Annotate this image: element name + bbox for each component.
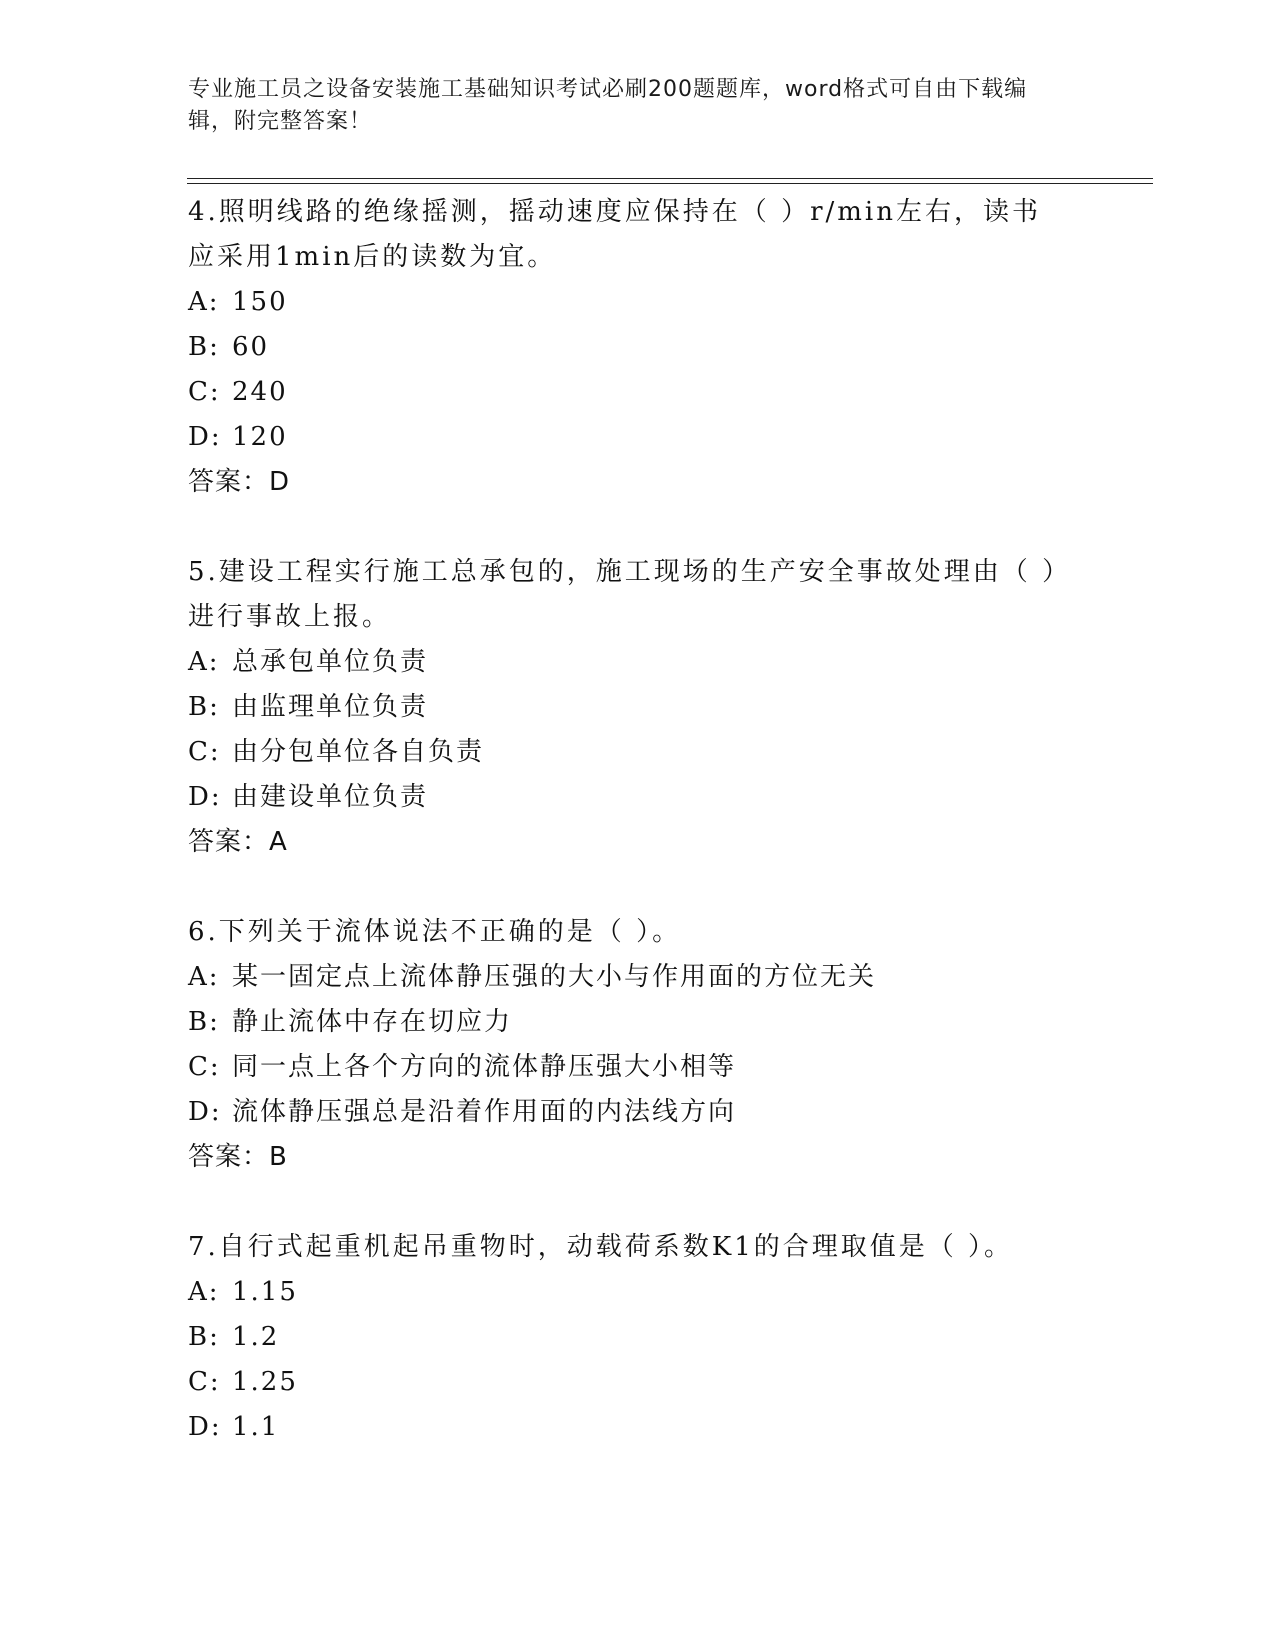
option-text: 由建设单位负责 xyxy=(232,782,429,812)
option-c xyxy=(188,1360,1068,1405)
option-text: 静止流体中存在切应力 xyxy=(232,1007,513,1037)
answer: 答案：D xyxy=(188,467,291,497)
option-text: 150 xyxy=(232,287,288,317)
question-stem: 6.下列关于流体说法不正确的是（ ）。 xyxy=(188,917,682,947)
option-c xyxy=(188,730,1068,775)
option-text: 120 xyxy=(232,422,288,452)
option-label: D: xyxy=(188,1097,222,1127)
option-text: 1.2 xyxy=(232,1322,280,1352)
option-c xyxy=(188,370,1068,415)
option-a xyxy=(188,955,1068,1000)
option-text: 流体静压强总是沿着作用面的内法线方向 xyxy=(232,1097,737,1127)
option-label: D: xyxy=(188,422,222,452)
option-text: 由分包单位各自负责 xyxy=(232,737,485,767)
question-stem: 5.建设工程实行施工总承包的，施工现场的生产安全事故处理由（ ）进行事故上报。 xyxy=(188,557,1059,632)
header-divider-bottom xyxy=(187,183,1153,184)
option-d xyxy=(188,775,1068,820)
option-label: C: xyxy=(188,377,221,407)
question-6 xyxy=(188,910,1068,1180)
option-text: 1.25 xyxy=(232,1367,298,1397)
answer: 答案：B xyxy=(188,1142,288,1172)
option-label: B: xyxy=(188,332,220,362)
option-d xyxy=(188,1090,1068,1135)
option-text: 240 xyxy=(232,377,288,407)
option-label: A: xyxy=(188,962,220,992)
option-label: A: xyxy=(188,647,220,677)
option-text: 由监理单位负责 xyxy=(232,692,429,722)
option-a xyxy=(188,640,1068,685)
option-b xyxy=(188,685,1068,730)
option-label: B: xyxy=(188,1322,220,1352)
option-text: 总承包单位负责 xyxy=(232,647,429,677)
option-label: D: xyxy=(188,782,222,812)
option-text: 60 xyxy=(232,332,270,362)
question-stem: 7.自行式起重机起吊重物时，动载荷系数K1的合理取值是（ ）。 xyxy=(188,1232,1014,1262)
option-label: C: xyxy=(188,1052,221,1082)
option-a xyxy=(188,280,1068,325)
option-label: D: xyxy=(188,1412,222,1442)
document-header-title: 专业施工员之设备安装施工基础知识考试必刷200题题库，word格式可自由下载编辑，附完整答案！ xyxy=(188,77,1028,134)
option-label: C: xyxy=(188,737,221,767)
option-text: 某一固定点上流体静压强的大小与作用面的方位无关 xyxy=(232,962,877,992)
question-list xyxy=(188,190,1068,1495)
option-d xyxy=(188,1405,1068,1450)
option-b xyxy=(188,1000,1068,1045)
option-text: 1.1 xyxy=(232,1412,280,1442)
option-b xyxy=(188,325,1068,370)
option-a xyxy=(188,1270,1068,1315)
answer: 答案：A xyxy=(188,827,288,857)
option-label: C: xyxy=(188,1367,221,1397)
option-text: 1.15 xyxy=(232,1277,298,1307)
question-stem: 4.照明线路的绝缘摇测，摇动速度应保持在（ ）r/min左右，读书应采用1min后的读数为宜。 xyxy=(188,197,1041,272)
question-4 xyxy=(188,190,1068,505)
question-5 xyxy=(188,550,1068,865)
option-b xyxy=(188,1315,1068,1360)
header-divider-top xyxy=(187,178,1153,179)
option-label: B: xyxy=(188,1007,220,1037)
option-label: B: xyxy=(188,692,220,722)
option-label: A: xyxy=(188,287,220,317)
option-c xyxy=(188,1045,1068,1090)
question-7 xyxy=(188,1225,1068,1450)
option-d xyxy=(188,415,1068,460)
option-text: 同一点上各个方向的流体静压强大小相等 xyxy=(232,1052,737,1082)
option-label: A: xyxy=(188,1277,220,1307)
